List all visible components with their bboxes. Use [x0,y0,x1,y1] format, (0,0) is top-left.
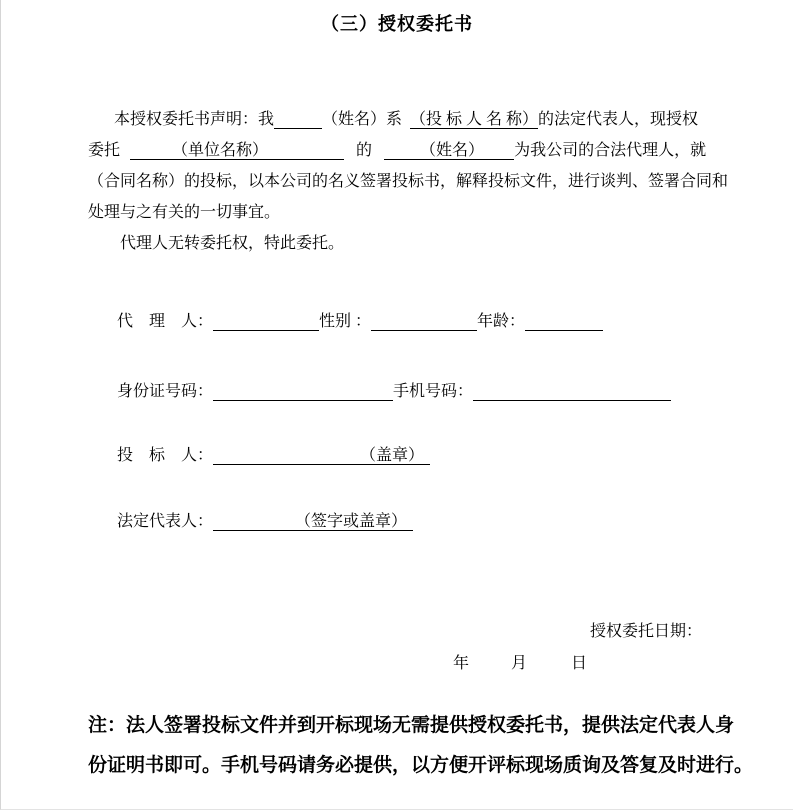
declaration-text-3: 委托 [88,142,121,159]
id-phone-row [117,382,671,402]
phone-label: 手机号码： [393,383,474,400]
id-number-label: 身份证号码： [117,383,214,400]
footer-note-line-2: 份证明书即可。手机号码请务必提供，以方便开评标现场质询及答复及时进行。 [88,755,754,776]
declaration-paragraph [88,104,728,259]
footer-note [88,706,754,786]
phone-blank[interactable] [473,383,671,401]
name-placeholder-label: （姓名）系 [322,111,403,128]
authorization-date-label: 授权委托日期： [590,623,703,640]
legal-rep-label: 法定代表人： [117,513,214,530]
legal-rep-row [117,512,413,532]
age-label: 年龄： [477,313,526,330]
agent-info-row [117,312,603,332]
document-title: （三）授权委托书 [321,14,473,34]
agent-label: 代 理 人： [117,313,214,330]
gender-label: 性别 ： [319,313,372,330]
declaration-text-1: 本授权委托书声明：我 [114,111,275,128]
paragraph-line-3: （合同名称）的投标，以本公司的名义签署投标书，解释投标文件，进行谈判、签署合同和 [88,173,729,190]
paragraph-line-2 [88,135,728,166]
unit-name-blank[interactable]: （单位名称） [130,142,344,160]
declaration-text-2: 的法定代表人，现授权 [538,111,699,128]
footer-note-line-1: 注：法人签署投标文件并到开标现场无需提供授权委托书，提供法定代表人身 [88,715,735,736]
paragraph-line-4: 处理与之有关的一切事宜。 [88,204,281,221]
month-label: 月 [511,655,528,672]
legal-rep-sign-blank[interactable]: （签字或盖章） [213,513,413,531]
principal-name-blank[interactable] [274,111,322,129]
date-year-month-day [453,650,587,673]
agent-name-blank[interactable] [213,313,319,331]
id-number-blank[interactable] [213,383,393,401]
bidder-label: 投 标 人： [117,447,214,464]
declaration-text-5: 为我公司的合法代理人，就 [514,142,707,159]
paragraph-line-1 [88,104,728,135]
paragraph-line-5: 代理人无转委托权，特此委托。 [120,235,345,252]
declaration-text-4: 的 [356,142,373,159]
agent-name-inline-blank[interactable]: （姓名） [384,142,514,160]
bidder-name-placeholder[interactable]: （投 标 人 名 称） [410,111,539,128]
bidder-seal-blank[interactable]: （盖章） [213,447,430,465]
day-label: 日 [571,655,588,672]
gender-blank[interactable] [371,313,477,331]
year-label: 年 [453,655,470,672]
age-blank[interactable] [525,313,603,331]
bidder-row [117,446,430,466]
